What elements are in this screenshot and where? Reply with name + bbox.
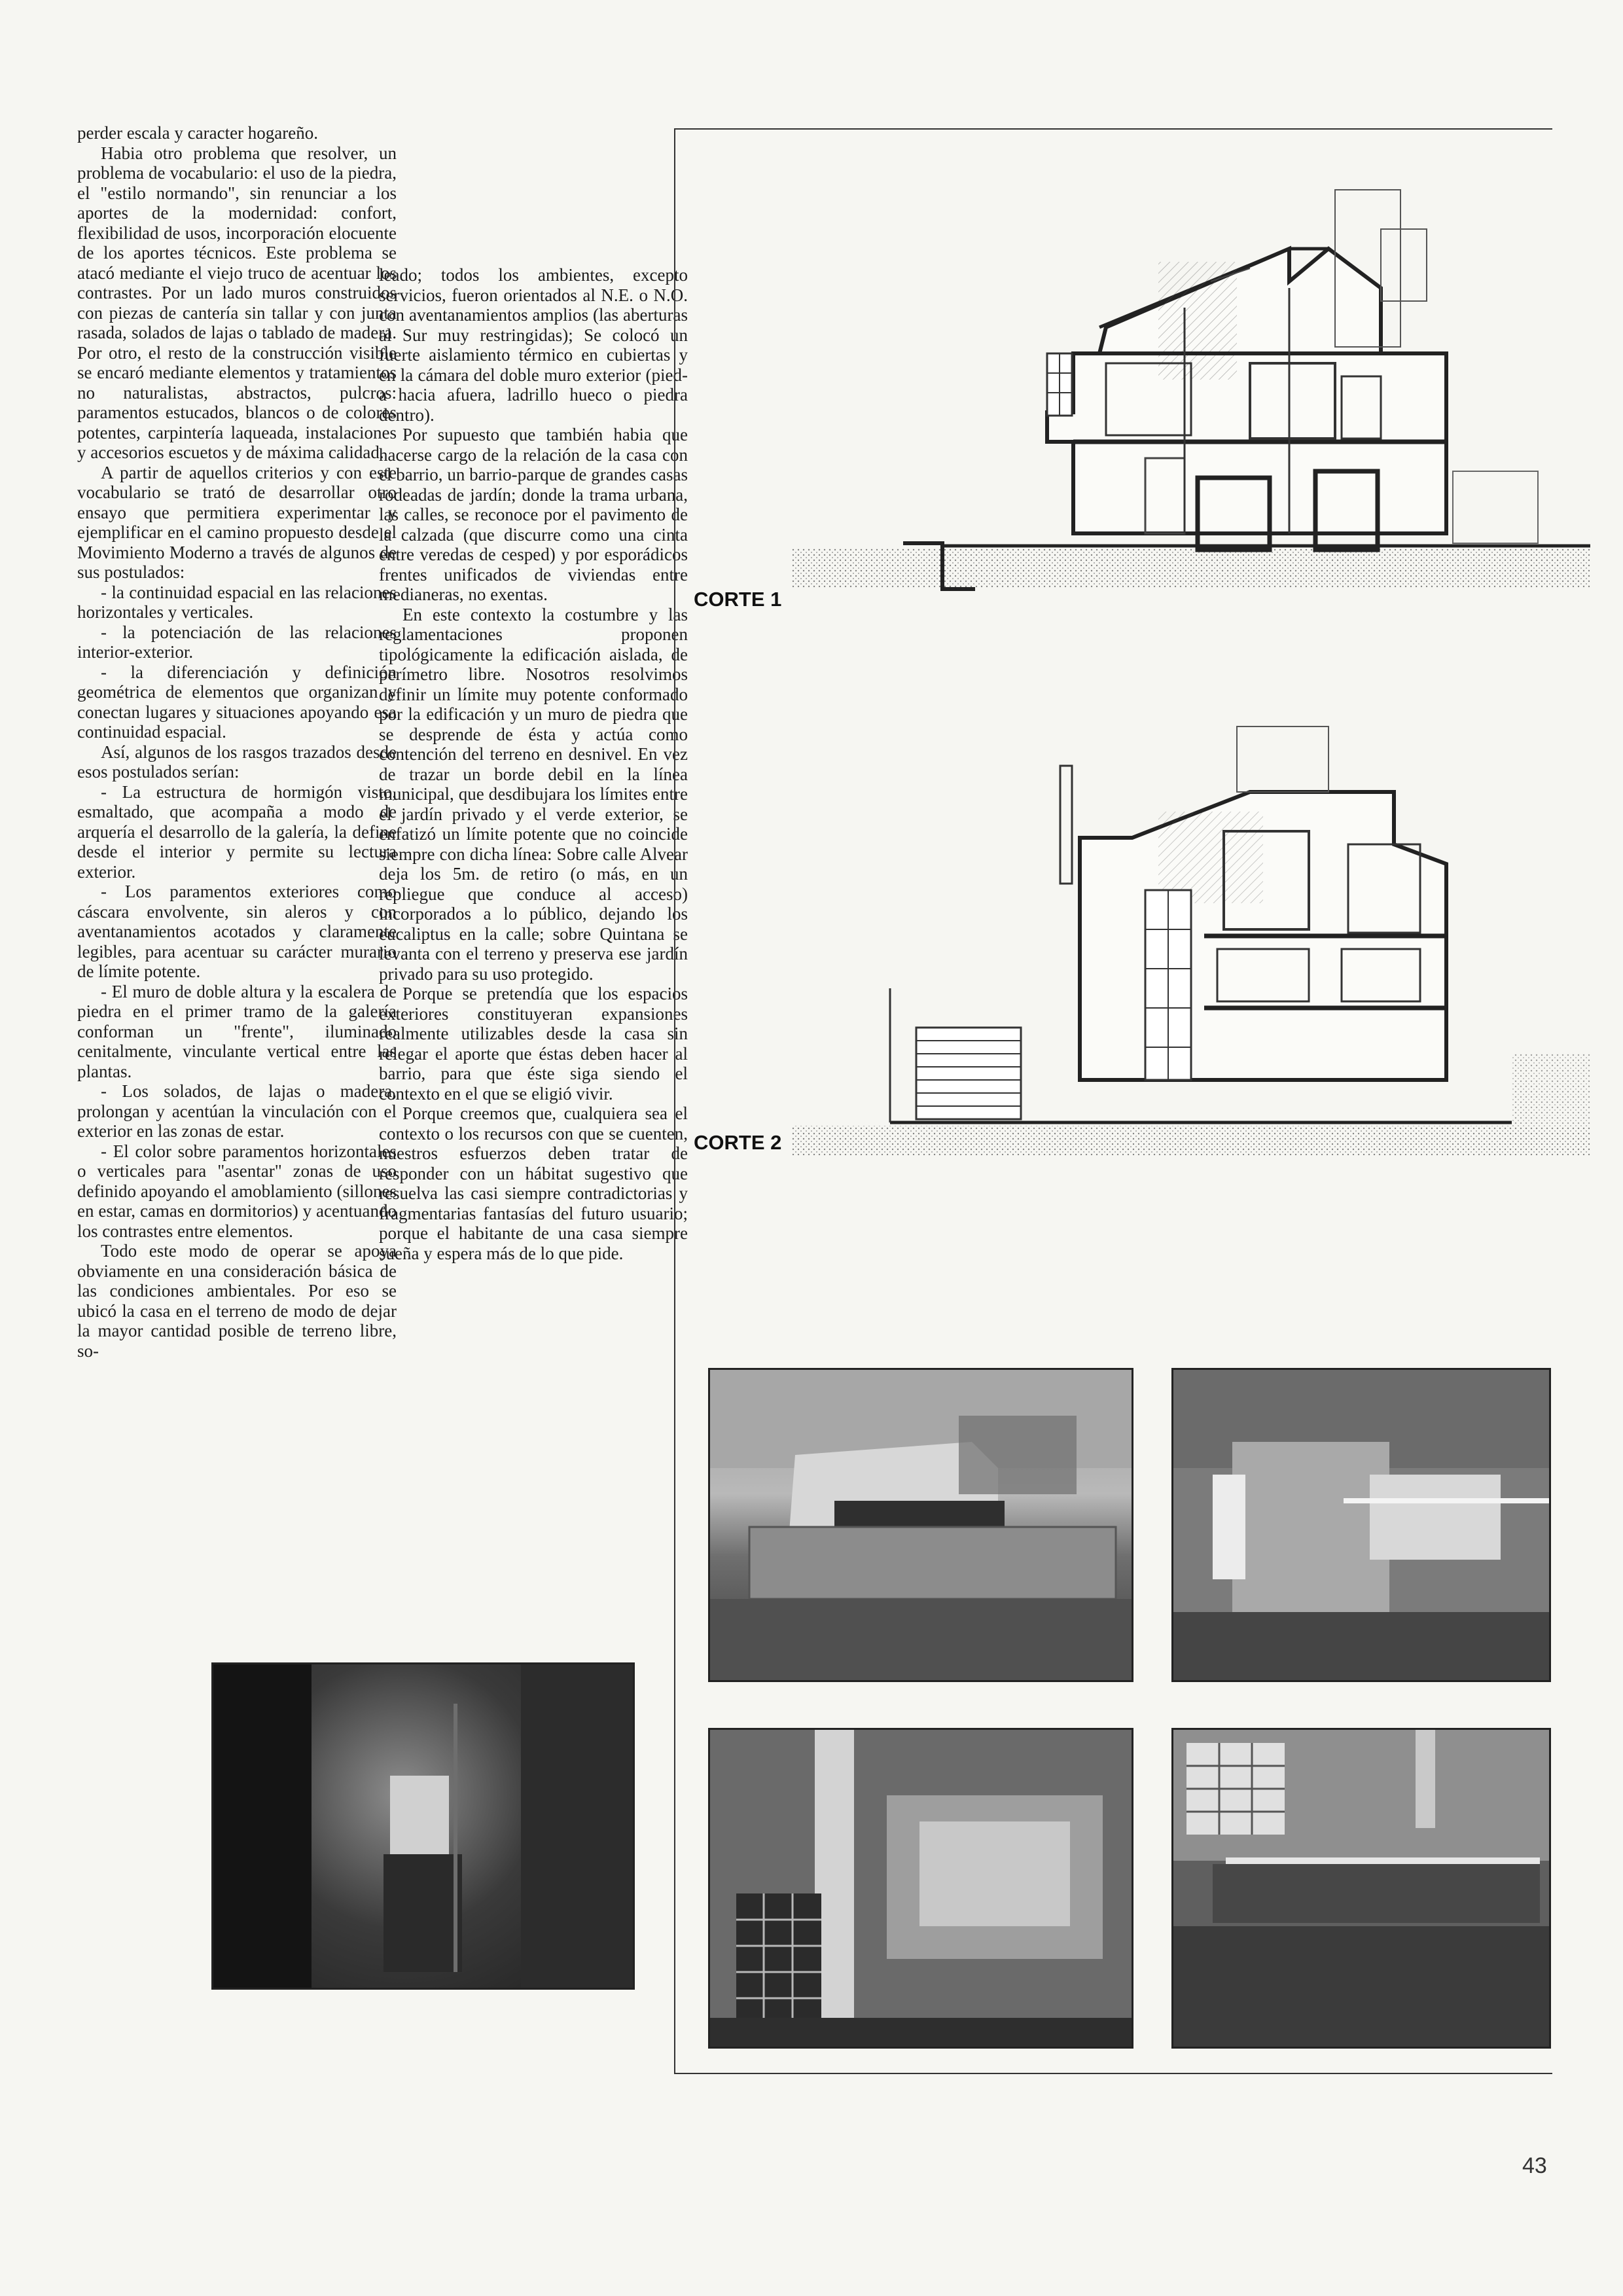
paragraph: Porque se pretendía que los espacios exteriores constituyeran expansiones realmente utilizables desde la casa sin relegar el aporte que éstas deben hacer al barrio, para que éste siga siendo el contexto en el que se eligió vivir.	[379, 984, 688, 1103]
paragraph: Todo este modo de operar se apoya obviamente en una consideración básica de las condiciones ambientales. Por eso se ubicó la casa en el terreno de modo de dejar la mayor cantidad posible de terreno libre, so-	[77, 1241, 397, 1361]
paragraph: En este contexto la costumbre y las reglamentaciones proponen tipológicamente la edificación aislada, de perímetro libre. Nosotros resolvimos definir un límite muy potente conformado por la edificación y un muro de piedra que se desprende de ésta y actúa como contención del terreno en desnivel. En vez de trazar un borde debil en la línea municipal, que desdibujara los límites entre el jardín privado y el verde exterior, se enfatizó un límite potente que no coincide siempre con dicha línea: Sobre calle Alvear deja los 5m. de retiro (o más, en un repliegue que conduce al acceso) incorporados a lo público, dejando los eucaliptus en la calle; sobre Quintana se levanta con el terreno y preserva ese jardín privado para su uso protegido.	[379, 604, 688, 984]
section-drawing-corte-2	[792, 713, 1590, 1185]
list-item: - El muro de doble altura y la escalera de piedra en el primer tramo de la galería conforman un "frente", iluminado cenitalmente, vinculante vertical entre las plantas.	[77, 981, 397, 1081]
figure-label-corte-1: CORTE 1	[694, 588, 782, 611]
list-item: - Los paramentos exteriores como cáscara envolvente, sin aleros y con aventanamientos acotados y claramente legibles, para acentuar su carácter murario de límite potente.	[77, 882, 397, 981]
list-item: - El color sobre paramentos horizontales o verticales para "asentar" zonas de uso definido apoyando el amoblamiento (sillones en estar, camas en dormitorios) y acentuando los contrastes entre elementos.	[77, 1141, 397, 1241]
paragraph: perder escala y caracter hogareño.	[77, 123, 319, 143]
photo-interior-stairway	[211, 1662, 635, 1990]
paragraph: Así, algunos de los rasgos trazados desde esos postulados serían:	[77, 742, 397, 781]
paragraph: A partir de aquellos criterios y con este vocabulario se trató de desarrollar otro ensayo que permitiera experimentar y ejemplificar en el camino propuesto desde el Movimiento Moderno a través de algunos de sus postulados:	[77, 462, 397, 582]
list-item: - la diferenciación y definición geométrica de elementos que organizan y conectan lugares y situaciones apoyando esa continuidad espacial.	[77, 662, 397, 742]
photo-house-facade	[1171, 1728, 1551, 2049]
list-item: - La estructura de hormigón visto, esmaltado, que acompaña a modo de arquería el desarrollo de la galería, la define desde el interior y permite su lectura exterior.	[77, 781, 397, 882]
article-column-2	[379, 265, 688, 1263]
section-drawing-corte-1	[792, 177, 1590, 635]
paragraph: Habia otro problema que resolver, un problema de vocabulario: el uso de la piedra, el "estilo normando", sin renunciar a los aportes de la modernidad: confort, flexibilidad de usos, incorporación elocuente de los aportes técnicos. Este problema se atacó mediante el viejo truco de acentuar los contrastes. Por un lado muros construidos con piezas de cantería sin tallar y con junta rasada, solados de lajas o tablado de madera. Por otro, el resto de la construcción visible se encaró mediante elementos y tratamientos no naturalistas, abstractos, pulcros: paramentos estucados, blancos o de colores potentes, carpintería laqueada, instalaciones y accesorios escuetos y de máxima calidad.	[77, 143, 397, 462]
photo-house-exterior-2	[1171, 1368, 1551, 1682]
photo-house-exterior-1	[708, 1368, 1133, 1682]
list-item: - la potenciación de las relaciones interior-exterior.	[77, 622, 397, 662]
list-item: - Los solados, de lajas o madera, prolongan y acentúan la vinculación con el exterior en las zonas de estar.	[77, 1081, 397, 1141]
list-item: - la continuidad espacial en las relaciones horizontales y verticales.	[77, 582, 397, 622]
article-column-1	[77, 123, 397, 1361]
figure-label-corte-2: CORTE 2	[694, 1131, 782, 1154]
page-number: 43	[1522, 2153, 1547, 2178]
paragraph: leado; todos los ambientes, excepto servicios, fueron orientados al N.E. o N.O. con aventanamientos amplios (las aberturas al Sur muy restringidas); Se colocó un fuerte aislamiento térmico en cubiertas y en la cámara del doble muro exterior (pied-a hacia afuera, ladrillo hueco o piedra dentro).	[379, 265, 688, 425]
paragraph: Porque creemos que, cualquiera sea el contexto o los recursos con que se cuenten, nuestros esfuerzos deben tratar de responder con un hábitat sugestivo que resuelva las casi siempre contradictorias y fragmentarias fantasías del futuro usuario; porque el habitante de una casa siempre sueña y espera más de lo que pide.	[379, 1103, 688, 1263]
photo-interior-gallery	[708, 1728, 1133, 2049]
paragraph: Por supuesto que también habia que hacerse cargo de la relación de la casa con el barrio, un barrio-parque de grandes casas rodeadas de jardín; donde la trama urbana, las calles, se reconoce por el pavimento de la calzada (que discurre como una cinta entre veredas de cesped) y por esporádicos frentes unificados de viviendas entre medianeras, no exentas.	[379, 425, 688, 604]
